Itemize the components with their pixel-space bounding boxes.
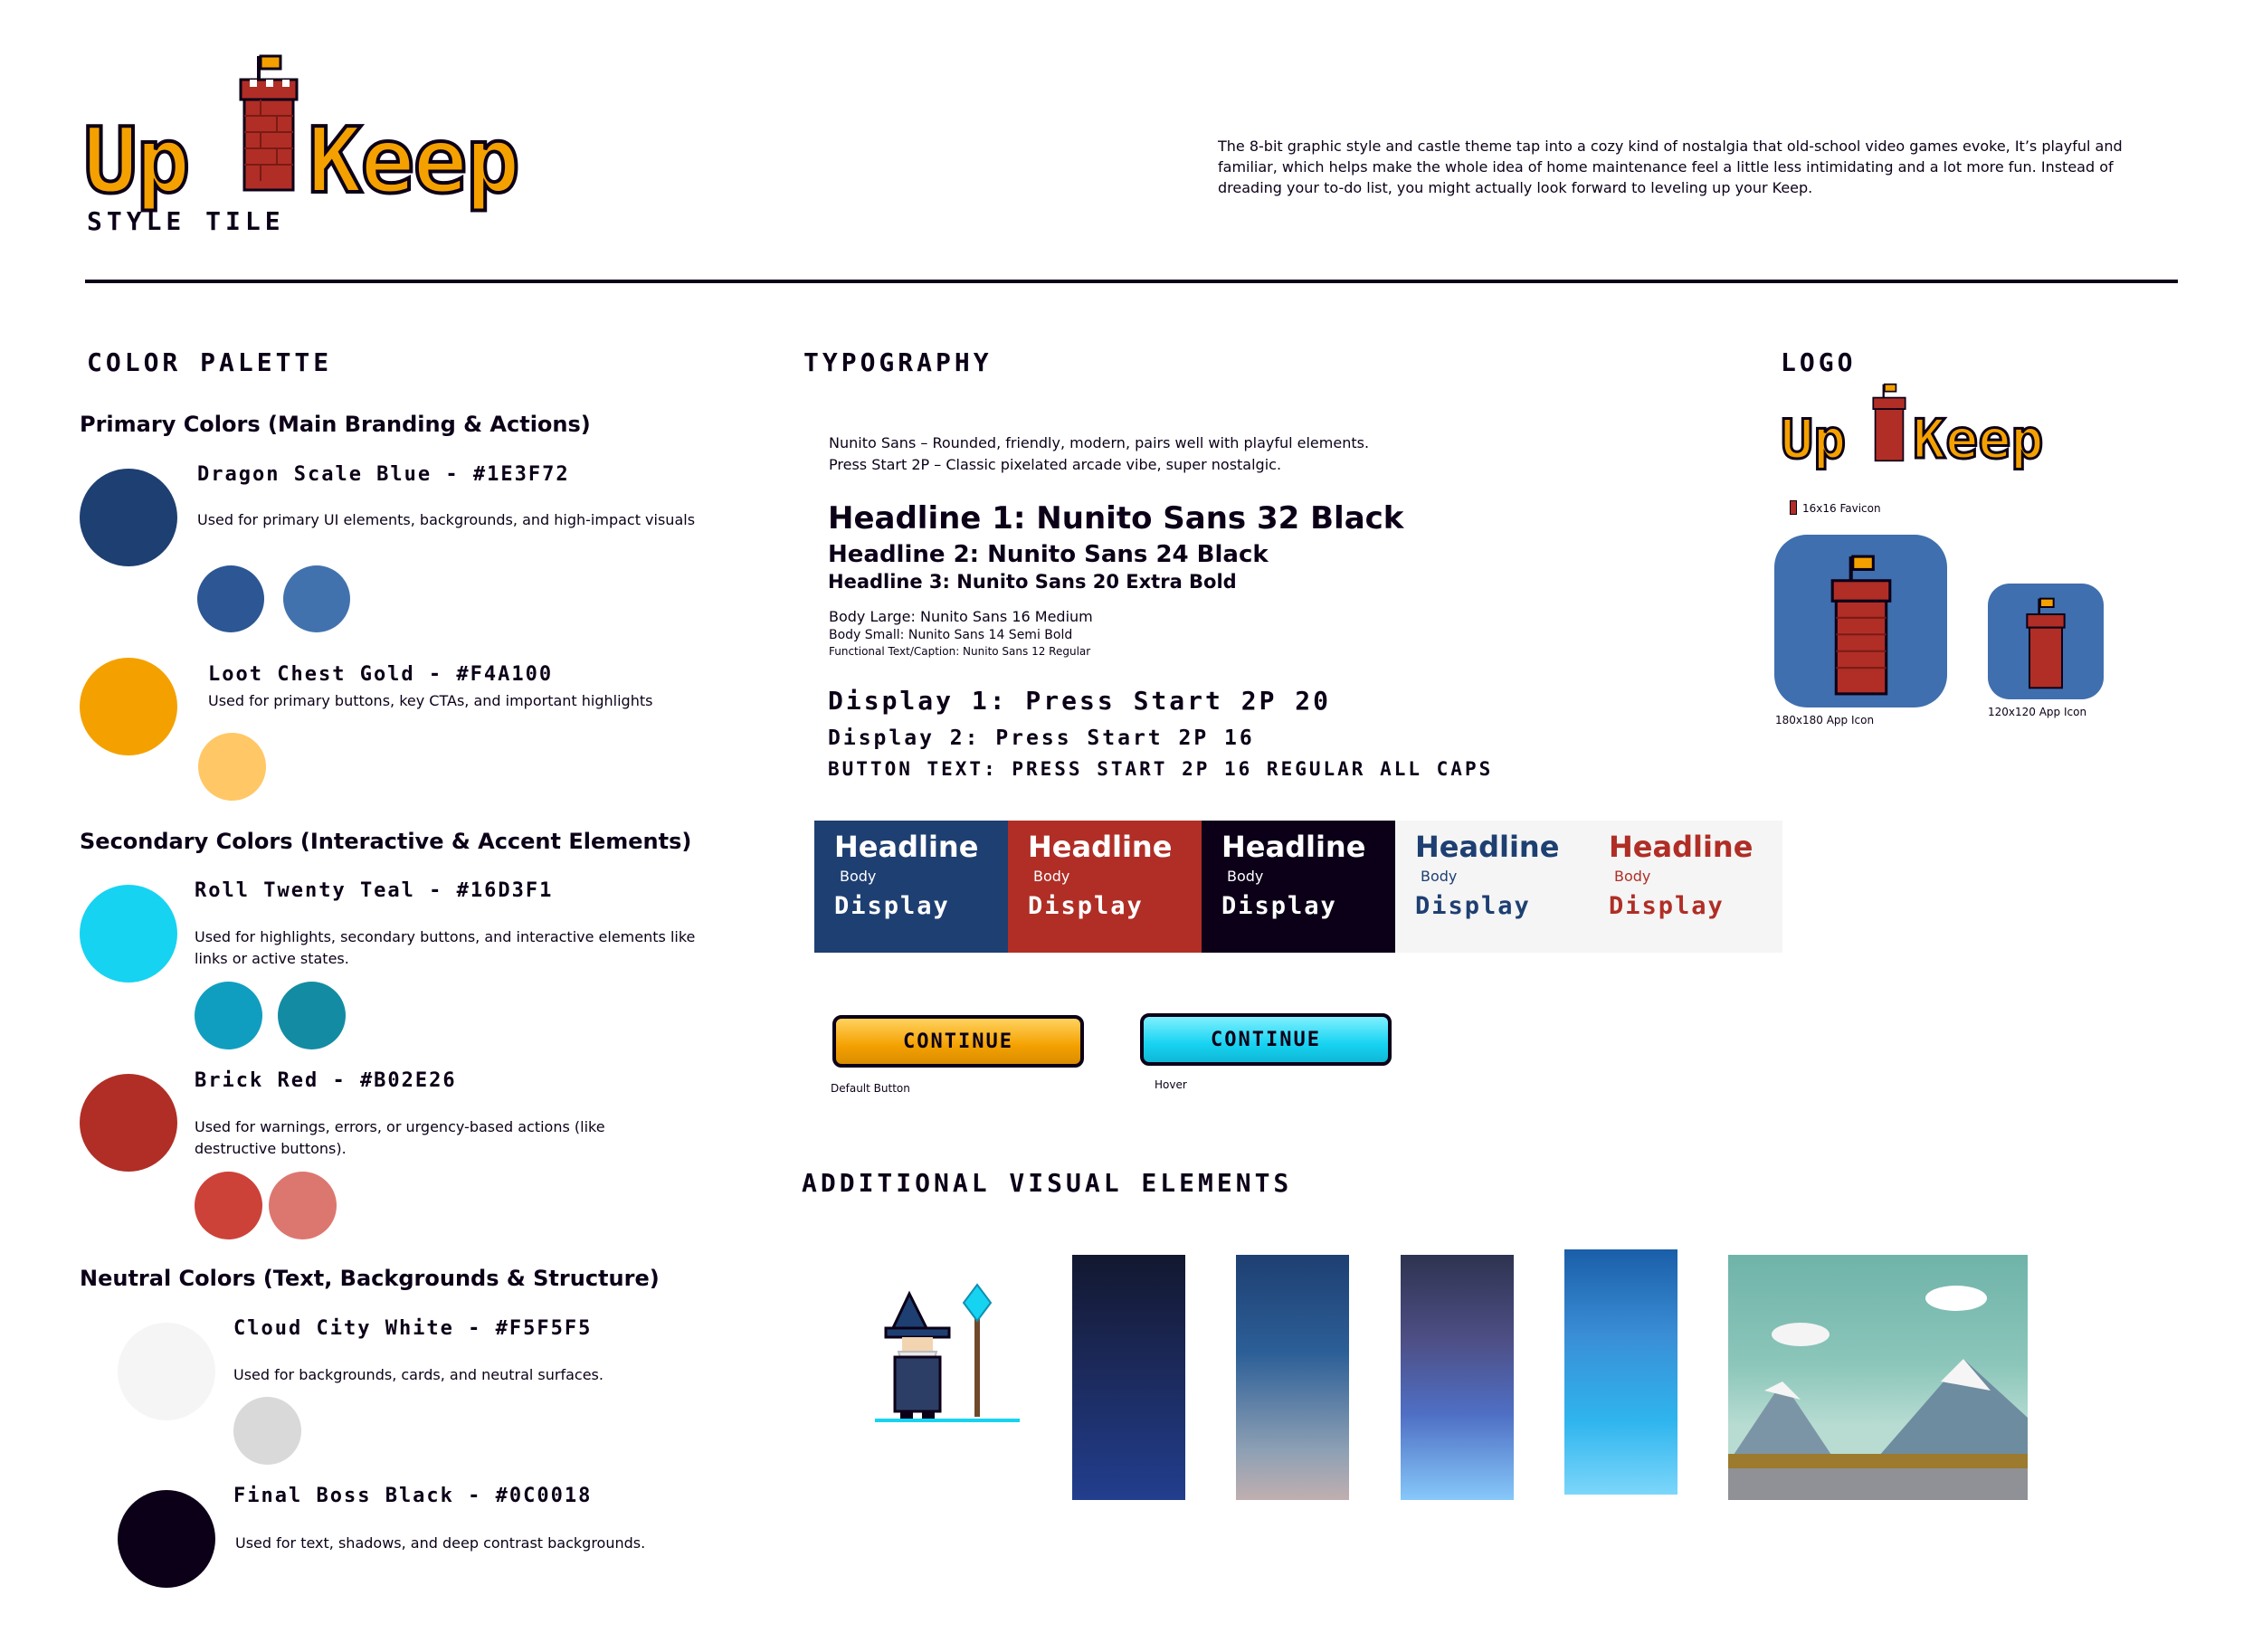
additional-elements-title: ADDITIONAL VISUAL ELEMENTS xyxy=(802,1168,1293,1198)
caption-sample: Functional Text/Caption: Nunito Sans 12 Regular xyxy=(829,645,1091,658)
swatch-name: Final Boss Black - #0C0018 xyxy=(233,1485,593,1507)
combo-headline: Headline xyxy=(1609,830,1754,864)
logo-small-up: Up xyxy=(1781,408,1847,471)
tint-teal-2 xyxy=(278,982,346,1049)
tint-dragon-blue-2 xyxy=(283,565,350,632)
castle-tower-icon xyxy=(237,52,300,194)
swatch-description: Used for warnings, errors, or urgency-based actions (like destructive buttons). xyxy=(195,1118,605,1157)
swatch-description: Used for text, shadows, and deep contrast backgrounds. xyxy=(235,1534,646,1552)
combo-display: Display xyxy=(1028,892,1144,920)
logo-small xyxy=(1781,378,2106,469)
type-combo-black xyxy=(1202,821,1395,953)
default-button-label: Default Button xyxy=(831,1082,910,1095)
display-1-sample: Display 1: Press Start 2P 20 xyxy=(828,686,1332,716)
mountains-illustration xyxy=(1728,1255,2028,1500)
typography-note-press-start: Press Start 2P – Classic pixelated arcade vibe, super nostalgic. xyxy=(829,456,1282,473)
background-night-sky xyxy=(1072,1255,1185,1500)
combo-headline: Headline xyxy=(834,830,979,864)
swatch-cloud-city-white xyxy=(118,1323,215,1420)
background-day-sky xyxy=(1564,1249,1677,1495)
combo-display: Display xyxy=(1221,892,1337,920)
intro-paragraph: The 8-bit graphic style and castle theme tap into a cozy kind of nostalgia that old-school video games evoke, It’s playful and familiar, which helps make the whole idea of home maintenance feel a little less intimidating and a lot more fun. Instead of dreading your to-do list, you might actually look forward to leveling up your Keep. xyxy=(1218,138,2123,196)
swatch-roll-twenty-teal xyxy=(80,885,177,983)
combo-body: Body xyxy=(1033,868,1070,885)
combo-display: Display xyxy=(834,892,950,920)
swatch-description: Used for primary UI elements, backgrounds, and high-impact visuals xyxy=(197,511,696,528)
logo-small-keep: Keep xyxy=(1913,408,2044,471)
combo-headline: Headline xyxy=(1221,830,1366,864)
swatch-loot-chest-gold xyxy=(80,658,177,755)
button-text-sample: BUTTON TEXT: PRESS START 2P 16 REGULAR ALL CAPS xyxy=(828,758,1494,780)
body-large-sample: Body Large: Nunito Sans 16 Medium xyxy=(829,608,1093,625)
swatch-name: Roll Twenty Teal - #16D3F1 xyxy=(195,879,554,902)
style-tile-label: STYLE TILE xyxy=(87,206,285,236)
logo-text-keep: Keep xyxy=(308,108,518,214)
app-icon-120-label: 120x120 App Icon xyxy=(1988,706,2087,718)
type-combo-white-blue xyxy=(1395,821,1589,953)
tint-gold-1 xyxy=(198,733,266,801)
swatch-name: Dragon Scale Blue - #1E3F72 xyxy=(197,463,570,486)
primary-colors-title: Primary Colors (Main Branding & Actions) xyxy=(80,412,591,437)
favicon-preview xyxy=(1790,500,1797,515)
wizard-sprite-icon xyxy=(873,1276,1023,1426)
neutral-colors-title: Neutral Colors (Text, Backgrounds & Structure) xyxy=(80,1266,660,1291)
typography-note-nunito: Nunito Sans – Rounded, friendly, modern, pairs well with playful elements. xyxy=(829,434,1370,451)
swatch-dragon-scale-blue xyxy=(80,469,177,566)
typography-title: TYPOGRAPHY xyxy=(803,347,993,377)
logo-title: LOGO xyxy=(1781,347,1857,377)
type-combo-blue xyxy=(814,821,1008,953)
header-divider xyxy=(85,280,2178,283)
color-palette-title: COLOR PALETTE xyxy=(87,347,333,377)
tint-white-1 xyxy=(233,1397,301,1465)
castle-tower-icon xyxy=(1825,553,1897,698)
combo-body: Body xyxy=(1614,868,1651,885)
tint-teal-1 xyxy=(195,982,262,1049)
swatch-description: Used for primary buttons, key CTAs, and important highlights xyxy=(208,692,653,709)
tint-red-1 xyxy=(195,1172,262,1239)
headline-3-sample: Headline 3: Nunito Sans 20 Extra Bold xyxy=(828,571,1237,593)
combo-headline: Headline xyxy=(1028,830,1173,864)
combo-body: Body xyxy=(1227,868,1264,885)
swatch-name: Brick Red - #B02E26 xyxy=(195,1069,457,1092)
type-combo-white-red xyxy=(1589,821,1782,953)
headline-1-sample: Headline 1: Nunito Sans 32 Black xyxy=(828,500,1404,536)
combo-headline: Headline xyxy=(1415,830,1560,864)
type-combo-red xyxy=(1008,821,1202,953)
secondary-colors-title: Secondary Colors (Interactive & Accent Elements) xyxy=(80,829,692,854)
tint-red-2 xyxy=(269,1172,337,1239)
swatch-description: Used for backgrounds, cards, and neutral surfaces. xyxy=(233,1366,604,1383)
background-twilight-sky xyxy=(1401,1255,1514,1500)
combo-body: Body xyxy=(1421,868,1458,885)
body-small-sample: Body Small: Nunito Sans 14 Semi Bold xyxy=(829,628,1073,642)
logo-text-up: Up xyxy=(83,108,189,214)
display-2-sample: Display 2: Press Start 2P 16 xyxy=(828,726,1255,750)
swatch-description: Used for highlights, secondary buttons, and interactive elements like links or active states. xyxy=(195,928,696,967)
swatch-name: Cloud City White - #F5F5F5 xyxy=(233,1317,593,1340)
tint-dragon-blue-1 xyxy=(197,565,264,632)
castle-tower-icon xyxy=(2022,596,2069,690)
background-dusk-sky xyxy=(1236,1255,1349,1500)
combo-body: Body xyxy=(840,868,877,885)
continue-button-hover[interactable]: CONTINUE xyxy=(1140,1013,1392,1066)
swatch-final-boss-black xyxy=(118,1490,215,1588)
swatch-name: Loot Chest Gold - #F4A100 xyxy=(208,663,554,686)
app-icon-180 xyxy=(1774,535,1947,707)
header-logo xyxy=(83,52,599,214)
headline-2-sample: Headline 2: Nunito Sans 24 Black xyxy=(828,541,1269,568)
hover-button-label: Hover xyxy=(1155,1078,1187,1091)
continue-button-default[interactable]: CONTINUE xyxy=(832,1015,1084,1068)
favicon-label: 16x16 Favicon xyxy=(1802,502,1881,515)
app-icon-120 xyxy=(1988,584,2104,699)
app-icon-180-label: 180x180 App Icon xyxy=(1775,714,1875,726)
castle-tower-icon xyxy=(1871,378,1907,467)
swatch-brick-red xyxy=(80,1074,177,1172)
mountain-landscape-scene xyxy=(1728,1255,2028,1500)
combo-display: Display xyxy=(1415,892,1531,920)
combo-display: Display xyxy=(1609,892,1725,920)
